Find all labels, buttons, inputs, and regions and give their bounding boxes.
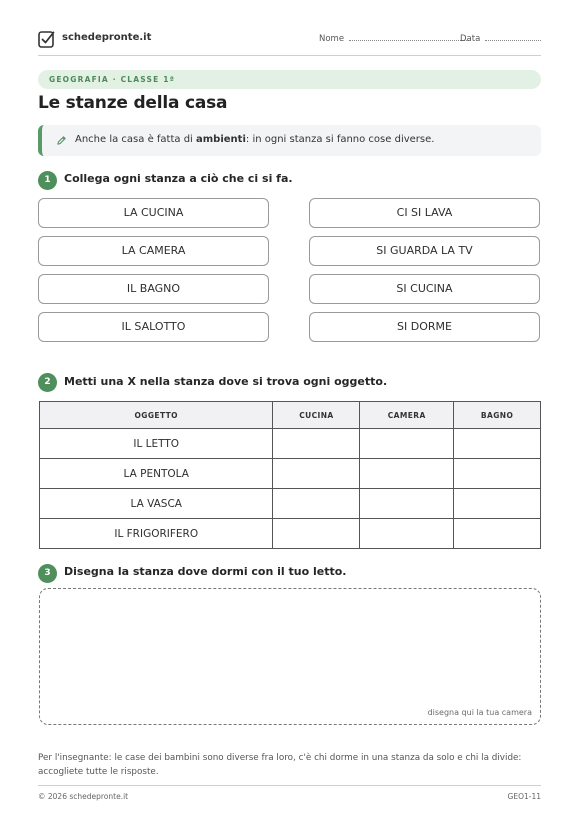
intro-note [38,125,541,156]
checkbox-logo-icon [38,30,55,48]
answer-cell[interactable] [273,429,360,459]
table-header-oggetto: OGGETTO [40,402,273,429]
table-row [40,429,541,459]
activity-box-cucina[interactable]: SI CUCINA [309,274,540,304]
subject-band [38,70,541,89]
table-header-camera: CAMERA [360,402,454,429]
table-row [40,459,541,489]
table-header-bagno: BAGNO [454,402,541,429]
question-2-text: Metti una X nella stanza dove si trova ogni oggetto. [64,375,388,388]
answer-cell[interactable] [273,459,360,489]
activity-box-tv[interactable]: SI GUARDA LA TV [309,236,540,266]
answer-cell[interactable] [360,489,454,519]
table-row [40,489,541,519]
answer-cell[interactable] [273,519,360,549]
page-title: Le stanze della casa [38,93,228,113]
date-field [460,34,541,44]
activity-box-dorme[interactable]: SI DORME [309,312,540,342]
name-field [319,34,469,44]
intro-note-text: Anche la casa è fatta di ambienti: in ogni stanza si fanno cose diverse. [75,134,435,145]
answer-cell[interactable] [454,489,541,519]
object-name: IL FRIGORIFERO [40,519,273,549]
footer-copyright: © 2026 schedepronte.it [38,792,129,801]
object-name: LA PENTOLA [40,459,273,489]
room-box-bagno[interactable]: IL BAGNO [38,274,269,304]
footer-code: GEO1-11 [507,792,541,801]
object-name: IL LETTO [40,429,273,459]
question-3-text: Disegna la stanza dove dormi con il tuo letto. [64,565,347,578]
answer-cell[interactable] [360,519,454,549]
answer-cell[interactable] [454,429,541,459]
page-footer [38,785,541,801]
teacher-note: Per l'insegnante: le case dei bambini sono diverse fra loro, c'è chi dorme in una stanza da solo e chi la divide: accogliete tutte le risposte. [38,753,522,777]
question-1-badge: 1 [38,171,57,190]
answer-cell[interactable] [454,459,541,489]
room-box-salotto[interactable]: IL SALOTTO [38,312,269,342]
table-header-row [40,402,541,429]
name-line [349,34,469,41]
room-box-cucina[interactable]: LA CUCINA [38,198,269,228]
brand-name: schedepronte.it [62,32,152,43]
activity-box-lava[interactable]: CI SI LAVA [309,198,540,228]
question-2-badge: 2 [38,373,57,392]
date-label: Data [460,34,481,44]
answer-cell[interactable] [360,429,454,459]
name-label: Nome [319,34,345,44]
date-line [485,34,541,41]
answer-cell[interactable] [454,519,541,549]
answer-cell[interactable] [360,459,454,489]
question-3-badge: 3 [38,564,57,583]
room-box-camera[interactable]: LA CAMERA [38,236,269,266]
answer-cell[interactable] [273,489,360,519]
subject-label: GEOGRAFIA · CLASSE 1ª [49,75,176,84]
drawing-area-hint: disegna qui la tua camera [427,708,532,717]
object-name: LA VASCA [40,489,273,519]
objects-table [39,401,541,549]
question-1-text: Collega ogni stanza a ciò che ci si fa. [64,172,293,185]
intro-note-keyword: ambienti [196,134,246,145]
drawing-area[interactable] [39,588,541,725]
table-header-cucina: CUCINA [273,402,360,429]
page-header [38,30,541,56]
pencil-icon [56,135,67,146]
table-row [40,519,541,549]
